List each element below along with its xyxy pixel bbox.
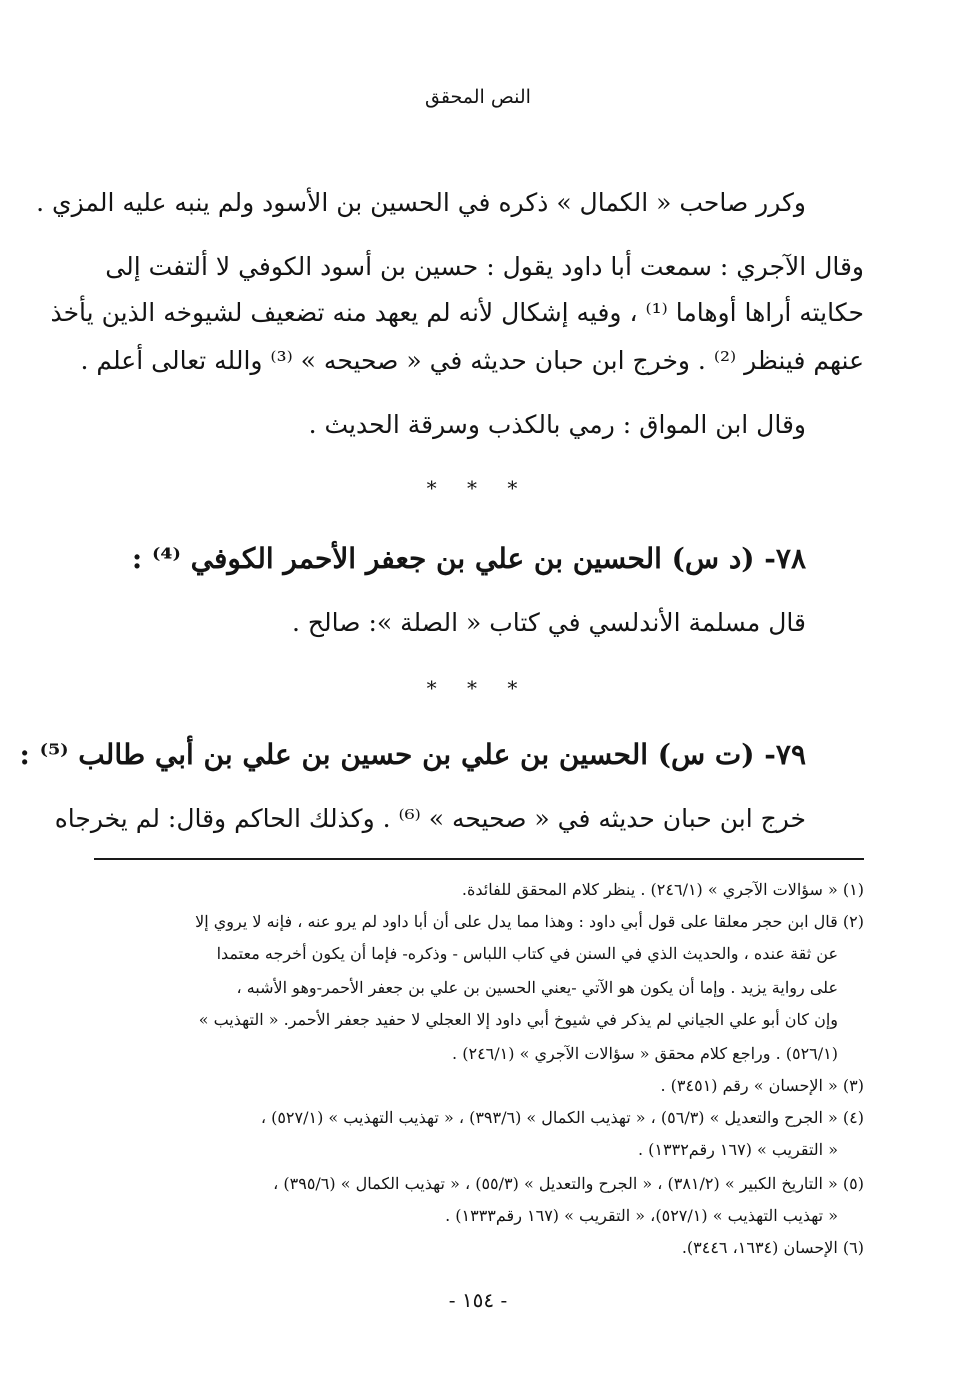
page-number: - ١٥٤ - xyxy=(448,1288,508,1312)
footnote-5: (٥) « التاريخ الكبير » (٣٨١/٢) ، « الجرح والتعديل » (٥٥/٣) ، « تهذيب الكمال » (٣٩٥/٦) ، xyxy=(273,1174,864,1193)
footnote-4: (٤) « الجرح والتعديل » (٥٦/٣) ، « تهذيب الكمال » (٣٩٣/٦) ، « تهذيب التهذيب » (٥٢٧/١) ، xyxy=(260,1108,864,1127)
body-line-3: حكايته أراها أوهاما ⁽¹⁾ ، وفيه إشكال لأنه لم يعهد منه تضعيف لشيوخه الذين يأخذ xyxy=(50,298,864,327)
body-line-4: عنهم فينظر ⁽²⁾ . وخرج ابن حبان حديثه في « صحيحه » ⁽³⁾ والله تعالى أعلم . xyxy=(80,346,864,375)
footnote-2-cont: (٥٢٦/١) . وراجع كلام محقق « سؤالات الآجري » (٢٤٦/١) . xyxy=(452,1044,838,1063)
section-separator: * * * xyxy=(426,676,530,700)
entry-79-line-1: خرج ابن حبان حديثه في « صحيحه » ⁽⁶⁾ . وكذلك الحاكم وقال: لم يخرجاه xyxy=(54,804,806,833)
footnote-2-cont: عن ثقة عنده ، والحديث الذي في السنن في كتاب اللباس - وذكره- فإما أن يكون أخرجه معتمدا xyxy=(216,944,838,963)
running-header: النص المحقق xyxy=(425,86,531,108)
entry-78-line-1: قال مسلمة الأندلسي في كتاب « الصلة »: صالح . xyxy=(292,608,806,637)
entry-79-title: ٧٩- (ت س) الحسين بن علي بن حسين بن علي بن أبي طالب ⁽⁵⁾ : xyxy=(19,738,806,771)
footnote-2-cont: وإن كان أبو علي الجياني لم يذكر في شيوخ أبي داود إلا العجلي لا حفيد جعفر الأحمر. « التهذيب » xyxy=(198,1010,838,1029)
footnote-6: (٦) الإحسان (١٦٣٤، ٣٤٤٦). xyxy=(681,1238,864,1257)
footnote-1: (١) « سؤالات الآجري » (٢٤٦/١) . ينظر كلام المحقق للفائدة. xyxy=(461,880,864,899)
body-line-2: وقال الآجري : سمعت أبا داود يقول : حسين بن أسود الكوفي لا ألتفت إلى xyxy=(105,252,864,281)
footnote-2: (٢) قال ابن حجر معلقا على قول أبي داود : وهذا مما يدل على أن أبا داود لم يرو عنه ، فإنه لا يروي إلا xyxy=(195,912,864,931)
footnote-2-cont: على رواية يزيد . وإما أن يكون هو الآتي -يعني الحسين بن علي بن جعفر الأحمر-وهو الأشبه ، xyxy=(236,978,838,997)
body-line-1: وكرر صاحب « الكمال » ذكره في الحسين بن الأسود ولم ينبه عليه المزي . xyxy=(36,188,806,217)
footnote-5-cont: « تهذيب التهذيب » (٥٢٧/١)، « التقريب » (١٦٧ رقم١٣٣٣) . xyxy=(445,1206,838,1225)
footnote-4-cont: « التقريب » (١٦٧ رقم١٣٣٢) . xyxy=(638,1140,838,1159)
footnote-rule xyxy=(94,858,864,860)
section-separator: * * * xyxy=(426,476,530,500)
entry-78-title: ٧٨- (د س) الحسين بن علي بن جعفر الأحمر الكوفي ⁽⁴⁾ : xyxy=(131,542,806,575)
footnote-3: (٣) « الإحسان » رقم (٣٤٥١) . xyxy=(660,1076,864,1095)
body-line-5: وقال ابن المواق : رمي بالكذب وسرقة الحديث . xyxy=(308,410,806,439)
